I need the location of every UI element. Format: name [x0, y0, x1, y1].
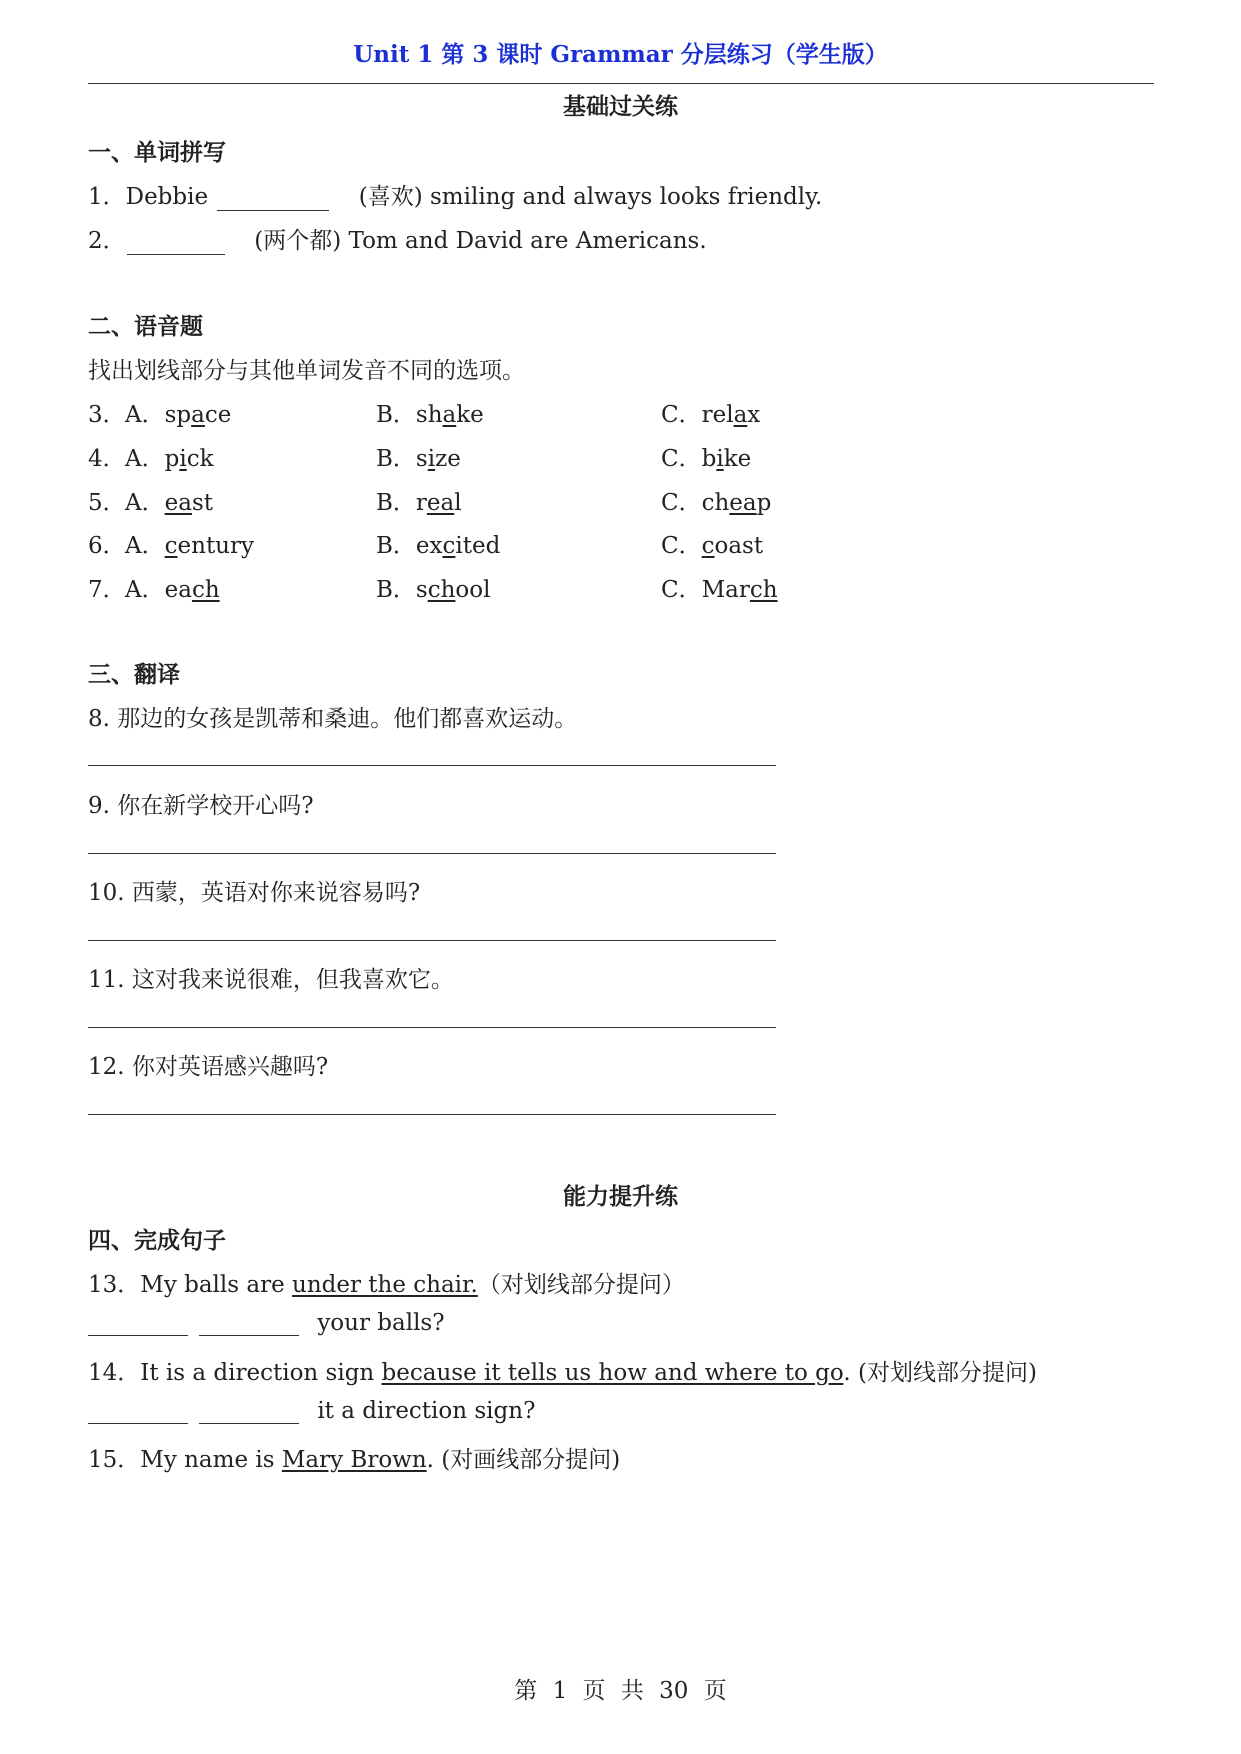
- question-2-number: 2．: [88, 228, 126, 254]
- translation-item-11: 11. 这对我来说很难，但我喜欢它。: [88, 967, 454, 993]
- answer-14-tail: it a direction sign?: [317, 1398, 536, 1424]
- question-14-underlined: because it tells us how and where to go: [381, 1360, 844, 1386]
- footer-label-gong: 共: [620, 1678, 644, 1704]
- underlined-letters: i: [179, 446, 187, 472]
- answer-line-11[interactable]: [88, 1027, 776, 1028]
- option-b[interactable]: [376, 527, 500, 560]
- phonics-question-7: [88, 571, 848, 601]
- option-text: B．s: [376, 577, 428, 603]
- option-text: A．sp: [125, 402, 192, 428]
- question-15: [88, 1441, 620, 1474]
- option-text: A．: [125, 533, 165, 559]
- option-text: ze: [435, 446, 461, 472]
- option-a[interactable]: [125, 440, 214, 473]
- phonics-question-number: 5．: [88, 490, 126, 516]
- underlined-letters: ea: [164, 490, 192, 516]
- translation-item-9: 9. 你在新学校开心吗?: [88, 793, 314, 819]
- answer-13-blank-2[interactable]: [199, 1313, 299, 1336]
- option-text: A．: [125, 490, 165, 516]
- option-text: st: [191, 490, 213, 516]
- part1-heading: 一、单词拼写: [88, 139, 226, 166]
- answer-line-10[interactable]: [88, 940, 776, 941]
- phonics-question-number: 4．: [88, 446, 126, 472]
- option-c[interactable]: [661, 527, 763, 560]
- underlined-letters: i: [716, 446, 724, 472]
- phonics-question-4: [88, 440, 848, 470]
- option-text: ce: [204, 402, 232, 428]
- option-text: ool: [455, 577, 491, 603]
- question-13-underlined: under the chair.: [292, 1272, 478, 1298]
- option-text: C．ch: [661, 490, 730, 516]
- document-header-title: Unit 1 第 3 课时 Grammar 分层练习（学生版）: [353, 41, 888, 68]
- question-15-underlined: Mary Brown: [281, 1447, 427, 1473]
- option-c[interactable]: [661, 440, 751, 473]
- option-b[interactable]: [376, 440, 461, 473]
- answer-14-blank-2[interactable]: [199, 1401, 299, 1424]
- footer-label-ye: 页: [582, 1678, 606, 1704]
- option-text: ke: [723, 446, 752, 472]
- footer-total-pages: 30: [659, 1678, 689, 1704]
- option-text: x: [747, 402, 761, 428]
- underlined-letters: ch: [749, 577, 778, 603]
- question-1-number: 1．Debbie: [88, 184, 209, 210]
- question-1-blank[interactable]: [217, 188, 329, 211]
- question-2: [88, 222, 707, 255]
- answer-line-12[interactable]: [88, 1114, 776, 1115]
- question-15-instruction: . (对画线部分提问): [426, 1447, 621, 1473]
- translation-item-12: 12. 你对英语感兴趣吗?: [88, 1054, 329, 1080]
- option-a[interactable]: [125, 484, 213, 517]
- option-text: B．ex: [376, 533, 443, 559]
- option-text: C．rel: [661, 402, 734, 428]
- option-a[interactable]: [125, 527, 254, 560]
- underlined-letters: a: [733, 402, 748, 428]
- option-text: ck: [186, 446, 214, 472]
- answer-13-tail: your balls?: [317, 1310, 445, 1336]
- underlined-letters: c: [701, 533, 715, 559]
- header-divider: [88, 83, 1154, 84]
- phonics-question-number: 6．: [88, 533, 126, 559]
- option-c[interactable]: [661, 396, 760, 429]
- option-text: B．r: [376, 490, 427, 516]
- phonics-question-3: [88, 396, 848, 426]
- phonics-question-number: 7．: [88, 577, 126, 603]
- option-text: ke: [456, 402, 484, 428]
- option-text: A．ea: [125, 577, 192, 603]
- footer-label-ye-2: 页: [703, 1678, 727, 1704]
- question-13-instruction: （对划线部分提问）: [477, 1272, 685, 1298]
- underlined-letters: ea: [729, 490, 757, 516]
- phonics-question-5: [88, 484, 848, 514]
- phonics-question-number: 3．: [88, 402, 126, 428]
- option-b[interactable]: [376, 571, 490, 604]
- option-text: A．p: [125, 446, 180, 472]
- option-text: l: [454, 490, 462, 516]
- answer-line-8[interactable]: [88, 765, 776, 766]
- page-footer: [0, 1672, 1241, 1705]
- underlined-letters: ch: [191, 577, 220, 603]
- part4-heading: 四、完成句子: [88, 1227, 226, 1254]
- answer-line-9[interactable]: [88, 853, 776, 854]
- answer-13-blank-1[interactable]: [88, 1313, 188, 1336]
- option-b[interactable]: [376, 484, 462, 517]
- footer-page-number: 1: [552, 1678, 568, 1704]
- question-14-instruction: . (对划线部分提问): [843, 1360, 1037, 1386]
- underlined-letters: ch: [427, 577, 456, 603]
- part2-instruction: 找出划线部分与其他单词发音不同的选项。: [88, 358, 525, 384]
- underlined-letters: i: [427, 446, 436, 472]
- option-a[interactable]: [125, 571, 220, 604]
- question-13-text: 13．My balls are: [88, 1272, 293, 1298]
- question-2-blank[interactable]: [127, 232, 225, 255]
- part2-heading: 二、语音题: [88, 313, 203, 340]
- section-title-basic: 基础过关练: [563, 93, 678, 120]
- option-text: C．Mar: [661, 577, 750, 603]
- question-14: [88, 1354, 1037, 1387]
- option-text: C．: [661, 533, 702, 559]
- option-text: B．sh: [376, 402, 443, 428]
- question-15-text: 15．My name is: [88, 1447, 282, 1473]
- underlined-letters: a: [191, 402, 205, 428]
- option-text: C．b: [661, 446, 717, 472]
- option-text: ited: [455, 533, 501, 559]
- question-14-text: 14．It is a direction sign: [88, 1360, 382, 1386]
- answer-14-blank-1[interactable]: [88, 1401, 188, 1424]
- answer-14: [88, 1398, 535, 1424]
- section-title-advanced: 能力提升练: [563, 1183, 678, 1210]
- part3-heading: 三、翻译: [88, 661, 180, 688]
- option-text: entury: [177, 533, 254, 559]
- option-text: p: [756, 490, 772, 516]
- underlined-letters: c: [164, 533, 178, 559]
- question-1: [88, 178, 822, 211]
- option-b[interactable]: [376, 396, 484, 429]
- underlined-letters: c: [442, 533, 456, 559]
- underlined-letters: a: [442, 402, 457, 428]
- question-13: [88, 1266, 685, 1299]
- question-2-hint: (两个都) Tom and David are Americans.: [254, 228, 707, 254]
- question-1-hint: (喜欢) smiling and always looks friendly.: [358, 184, 823, 210]
- translation-item-8: 8. 那边的女孩是凯蒂和桑迪。他们都喜欢运动。: [88, 706, 578, 732]
- underlined-letters: ea: [426, 490, 455, 516]
- option-text: oast: [714, 533, 764, 559]
- option-a[interactable]: [125, 396, 231, 429]
- phonics-question-6: [88, 527, 848, 557]
- translation-item-10: 10. 西蒙，英语对你来说容易吗?: [88, 880, 421, 906]
- option-c[interactable]: [661, 484, 771, 517]
- option-text: B．s: [376, 446, 428, 472]
- answer-13: [88, 1310, 445, 1336]
- footer-label-di: 第: [514, 1678, 538, 1704]
- option-c[interactable]: [661, 571, 778, 604]
